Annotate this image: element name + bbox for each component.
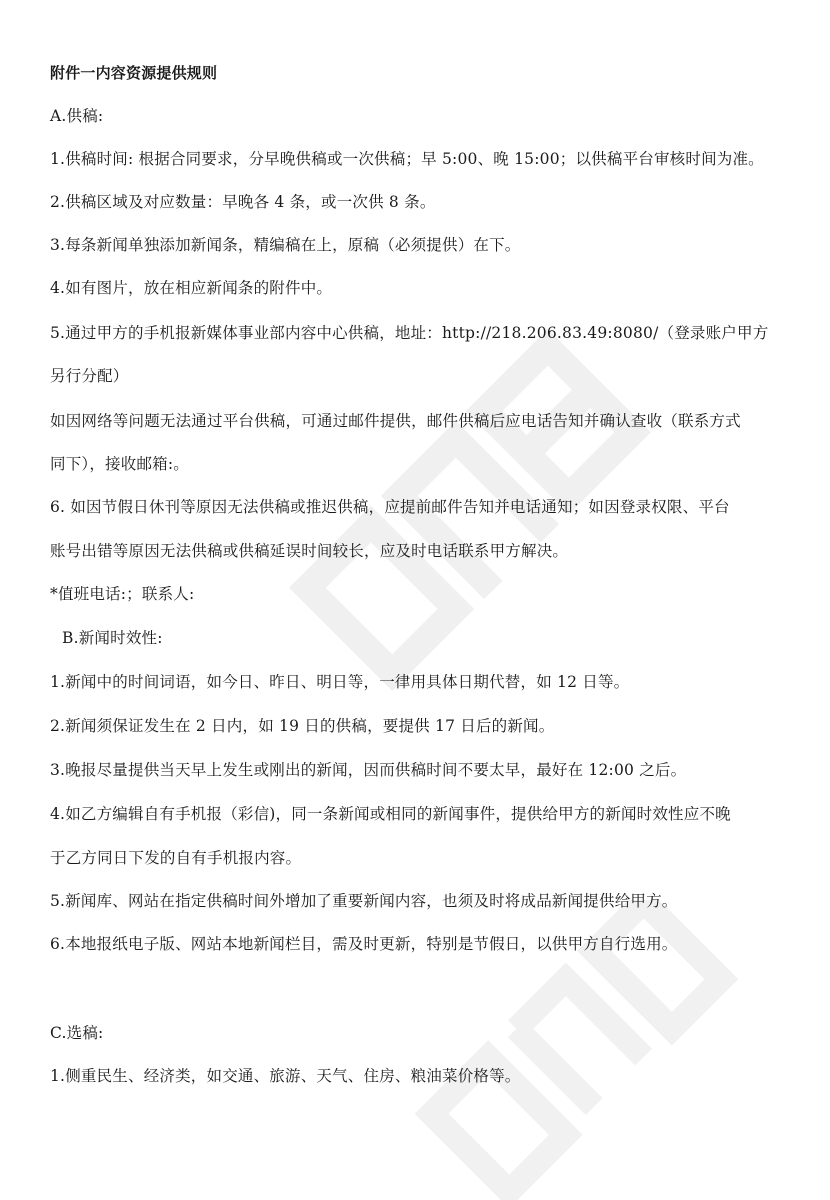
section-a-heading: A.供稿: [50,107,104,125]
section-a-item-5-line-2: 另行分配） [50,367,129,385]
section-a-item-1: 1.供稿时间: 根据合同要求，分早晚供稿或一次供稿；早 5:00、晚 15:00；以供稿平台审核时间为准。 [50,150,764,168]
section-a-item-2: 2.供稿区域及对应数量：早晚各 4 条，或一次供 8 条。 [50,193,436,211]
section-b-item-3: 3.晚报尽量提供当天早上发生或刚出的新闻，因而供稿时间不要太早，最好在 12:00 之后。 [50,761,687,779]
section-c-heading: C.选稿: [50,1024,104,1042]
section-b-item-4-line-2: 于乙方同日下发的自有手机报内容。 [50,849,302,867]
section-a-note-line-2: 同下），接收邮箱:。 [50,455,189,473]
section-a-item-6-line-1: 6. 如因节假日休刊等原因无法供稿或推迟供稿，应提前邮件告知并电话通知；如因登录权限、平台 [50,498,730,516]
section-b-item-4-line-1: 4.如乙方编辑自有手机报（彩信)，同一条新闻或相同的新闻事件，提供给甲方的新闻时效性应不晚 [50,805,731,823]
section-a-item-3: 3.每条新闻单独添加新闻条，精编稿在上，原稿（必须提供）在下。 [50,236,521,254]
section-a-item-4: 4.如有图片，放在相应新闻条的附件中。 [50,279,333,297]
section-c-item-1: 1.侧重民生、经济类，如交通、旅游、天气、住房、粮油菜价格等。 [50,1067,521,1085]
section-b-heading: B.新闻时效性: [62,629,163,647]
duty-contact: *值班电话:；联系人: [50,585,195,603]
section-a-item-6-line-2: 账号出错等原因无法供稿或供稿延误时间较长，应及时电话联系甲方解决。 [50,542,569,560]
section-a-item-5-line-1: 5.通过甲方的手机报新媒体事业部内容中心供稿，地址：http://218.206.83.49:8080/（登录账户甲方 [50,324,769,342]
section-b-item-2: 2.新闻须保证发生在 2 日内，如 19 日的供稿，要提供 17 日后的新闻。 [50,717,555,735]
document-title: 附件一内容资源提供规则 [50,64,218,82]
section-b-item-6: 6.本地报纸电子版、网站本地新闻栏目，需及时更新，特别是节假日，以供甲方自行选用。 [50,935,678,953]
section-b-item-1: 1.新闻中的时间词语，如今日、昨日、明日等，一律用具体日期代替，如 12 日等。 [50,673,630,691]
section-a-note-line-1: 如因网络等问题无法通过平台供稿，可通过邮件提供，邮件供稿后应电话告知并确认查收（联系方式 [50,412,741,430]
section-b-item-5: 5.新闻库、网站在指定供稿时间外增加了重要新闻内容，也须及时将成品新闻提供给甲方。 [50,892,678,910]
